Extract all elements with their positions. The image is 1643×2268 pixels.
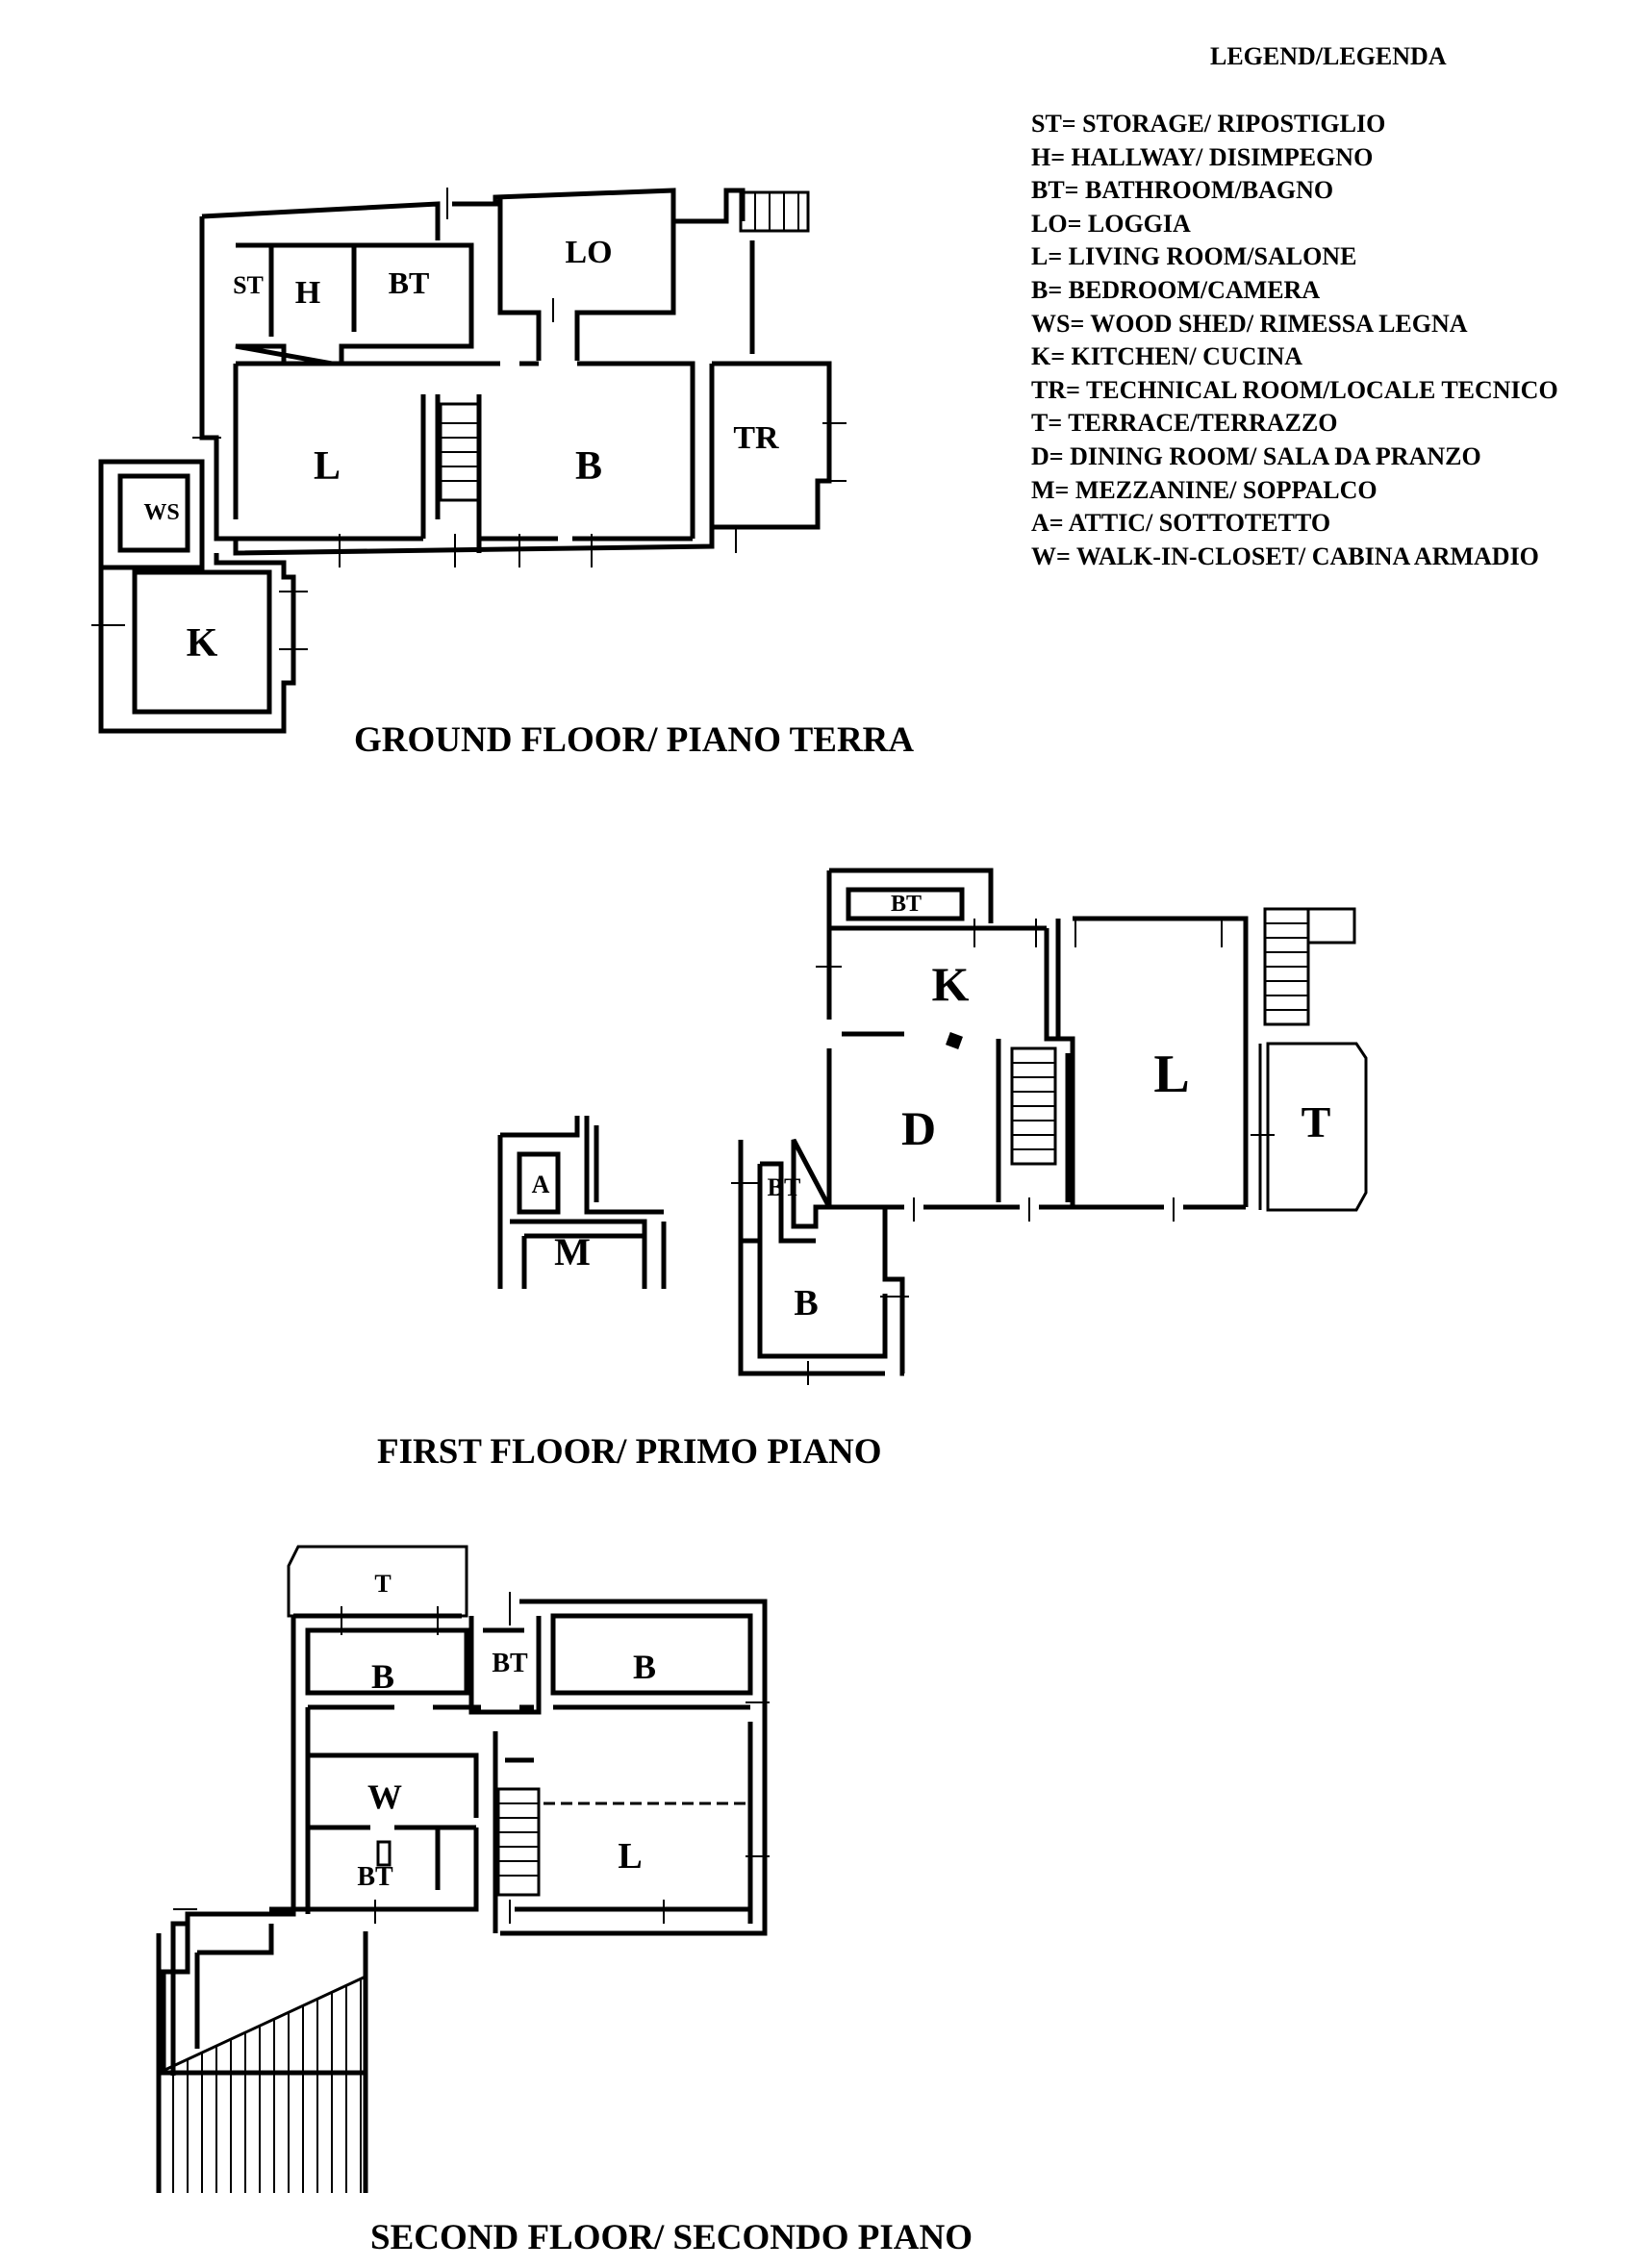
- legend-item: LO= LOGGIA: [1031, 209, 1191, 238]
- legend-item: ST= STORAGE/ RIPOSTIGLIO: [1031, 110, 1386, 138]
- legend-item: M= MEZZANINE/ SOPPALCO: [1031, 475, 1378, 504]
- ground-floor-title: GROUND FLOOR/ PIANO TERRA: [354, 720, 915, 760]
- room-label-l: L: [1153, 1045, 1190, 1104]
- room-label-bt: BT: [492, 1649, 528, 1678]
- legend-item: B= BEDROOM/CAMERA: [1031, 275, 1321, 304]
- room-label-ws: WS: [143, 500, 180, 525]
- room-label-bt: BT: [767, 1173, 801, 1201]
- legend-item: L= LIVING ROOM/SALONE: [1031, 242, 1357, 271]
- room-label-m: M: [554, 1230, 591, 1273]
- room-label-l: L: [313, 444, 341, 489]
- room-label-w: W: [367, 1777, 402, 1816]
- room-label-bt: BT: [890, 892, 923, 917]
- room-label-l: L: [618, 1836, 643, 1877]
- second-floor-title: SECOND FLOOR/ SECONDO PIANO: [370, 2218, 973, 2257]
- room-label-t: T: [374, 1570, 392, 1598]
- first-floor-plan: [500, 870, 1366, 1385]
- room-label-b: B: [370, 1657, 395, 1696]
- legend-item: A= ATTIC/ SOTTOTETTO: [1031, 509, 1331, 538]
- second-floor-plan: [159, 1547, 770, 2193]
- room-label-d: D: [900, 1101, 937, 1155]
- room-label-b: B: [574, 444, 603, 489]
- first-floor-title: FIRST FLOOR/ PRIMO PIANO: [377, 1432, 882, 1472]
- room-label-bt: BT: [388, 265, 430, 300]
- room-label-b: B: [794, 1283, 819, 1323]
- room-label-h: H: [294, 275, 321, 311]
- ground-floor-plan: [91, 188, 847, 731]
- room-label-k: K: [931, 957, 970, 1011]
- legend-item: W= WALK-IN-CLOSET/ CABINA ARMADIO: [1031, 542, 1539, 570]
- room-label-st: ST: [233, 271, 264, 299]
- legend-item: H= HALLWAY/ DISIMPEGNO: [1031, 142, 1374, 171]
- room-label-b: B: [632, 1648, 657, 1686]
- room-label-lo: LO: [565, 235, 613, 270]
- legend-item: BT= BATHROOM/BAGNO: [1031, 176, 1334, 205]
- legend-item: D= DINING ROOM/ SALA DA PRANZO: [1031, 441, 1481, 470]
- room-label-k: K: [186, 621, 218, 666]
- room-label-a: A: [531, 1171, 550, 1198]
- legend-item: K= KITCHEN/ CUCINA: [1031, 342, 1303, 371]
- legend-item: WS= WOOD SHED/ RIMESSA LEGNA: [1031, 309, 1468, 338]
- legend-item: T= TERRACE/TERRAZZO: [1031, 409, 1338, 438]
- legend-title: LEGEND/LEGENDA: [1210, 42, 1447, 70]
- room-label-t: T: [1301, 1097, 1331, 1147]
- room-label-bt: BT: [357, 1862, 393, 1892]
- room-label-tr: TR: [733, 420, 779, 456]
- legend-item: TR= TECHNICAL ROOM/LOCALE TECNICO: [1031, 375, 1558, 404]
